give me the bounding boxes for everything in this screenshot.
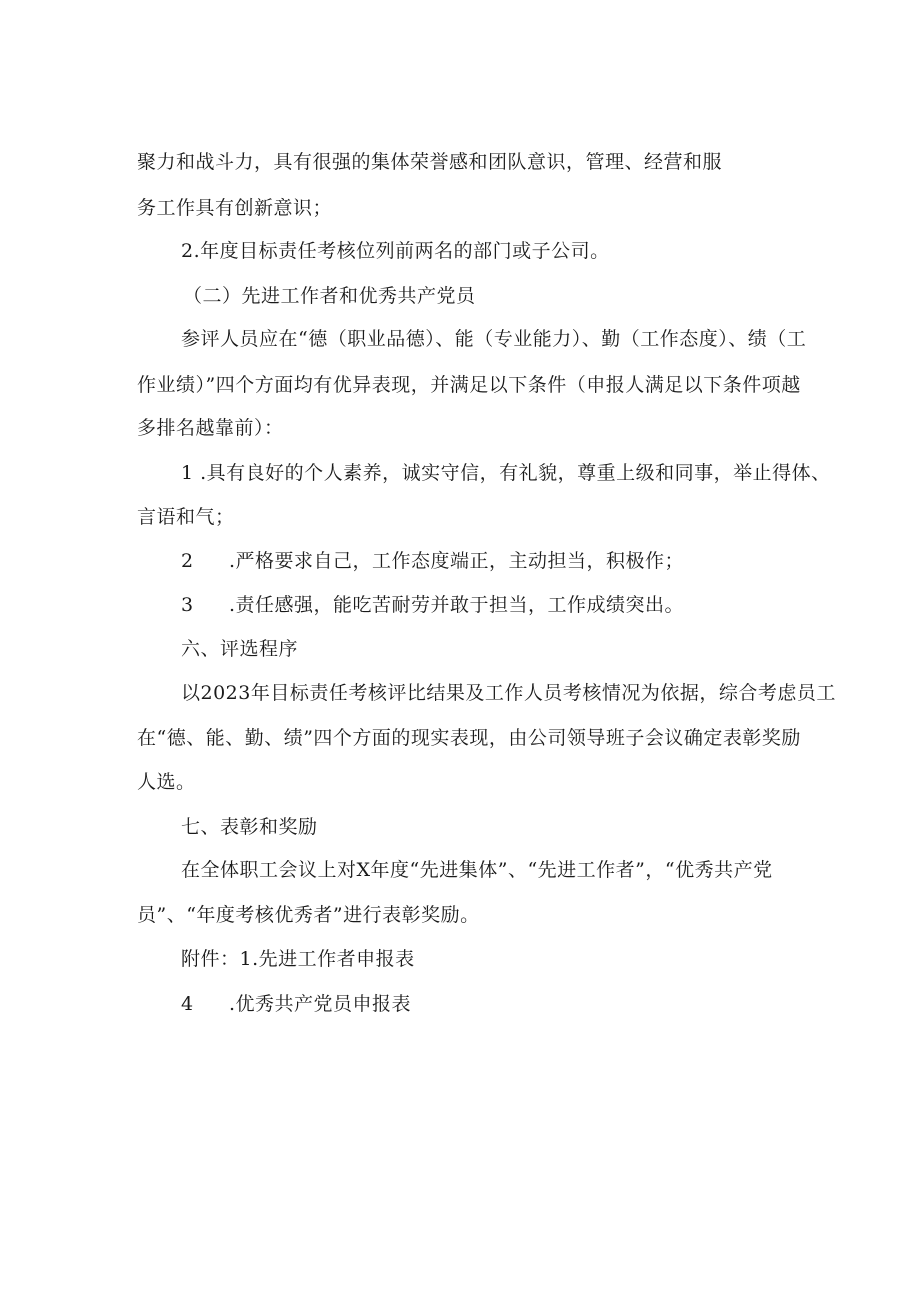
list-item-2-number: 2 — [181, 550, 194, 572]
list-item-1-line-1: 1 .具有良好的个人素养，诚实守信，有礼貌，尊重上级和同事，举止得体、 — [181, 462, 831, 484]
attachment-2-number: 4 — [181, 993, 194, 1015]
section-7-heading: 七、表彰和奖励 — [181, 816, 318, 838]
list-item-2 — [181, 549, 684, 573]
paragraph-3-line-1: 参评人员应在“德（职业品德）、能（专业能力）、勤（工作态度）、绩（工 — [181, 328, 807, 350]
list-item-3-number: 3 — [181, 594, 194, 616]
attachment-2 — [181, 992, 411, 1016]
paragraph-1-line-2: 务工作具有创新意识； — [137, 197, 333, 219]
paragraph-4-line-1: 以2023年目标责任考核评比结果及工作人员考核情况为依据，综合考虑员工 — [181, 682, 836, 704]
paragraph-4-line-3: 人选。 — [137, 771, 196, 793]
attachment-1: 附件：1.先进工作者申报表 — [181, 948, 415, 970]
paragraph-5-line-2: 员”、“年度考核优秀者”进行表彰奖励。 — [137, 904, 480, 926]
paragraph-1-line-1: 聚力和战斗力，具有很强的集体荣誉感和团队意识，管理、经营和服 — [137, 151, 723, 173]
paragraph-2: 2.年度目标责任考核位列前两名的部门或子公司。 — [181, 240, 610, 262]
paragraph-3-line-3: 多排名越靠前）： — [137, 417, 284, 439]
list-item-3 — [181, 593, 684, 617]
paragraph-4-line-2: 在“德、能、勤、绩”四个方面的现实表现，由公司领导班子会议确定表彰奖励 — [137, 727, 801, 749]
section-6-heading: 六、评选程序 — [181, 638, 299, 660]
list-item-2-text: .严格要求自己，工作态度端正，主动担当，积极作； — [229, 550, 685, 572]
attachment-2-text: .优秀共产党员申报表 — [229, 993, 412, 1015]
list-item-1-line-2: 言语和气； — [137, 506, 235, 528]
list-item-3-text: .责任感强，能吃苦耐劳并敢于担当，工作成绩突出。 — [229, 594, 685, 616]
paragraph-5-line-1: 在全体职工会议上对X年度“先进集体”、“先进工作者”，“优秀共产党 — [181, 859, 773, 881]
paragraph-3-line-2: 作业绩）”四个方面均有优异表现，并满足以下条件（申报人满足以下条件项越 — [137, 374, 801, 396]
heading-2: （二）先进工作者和优秀共产党员 — [183, 285, 476, 307]
